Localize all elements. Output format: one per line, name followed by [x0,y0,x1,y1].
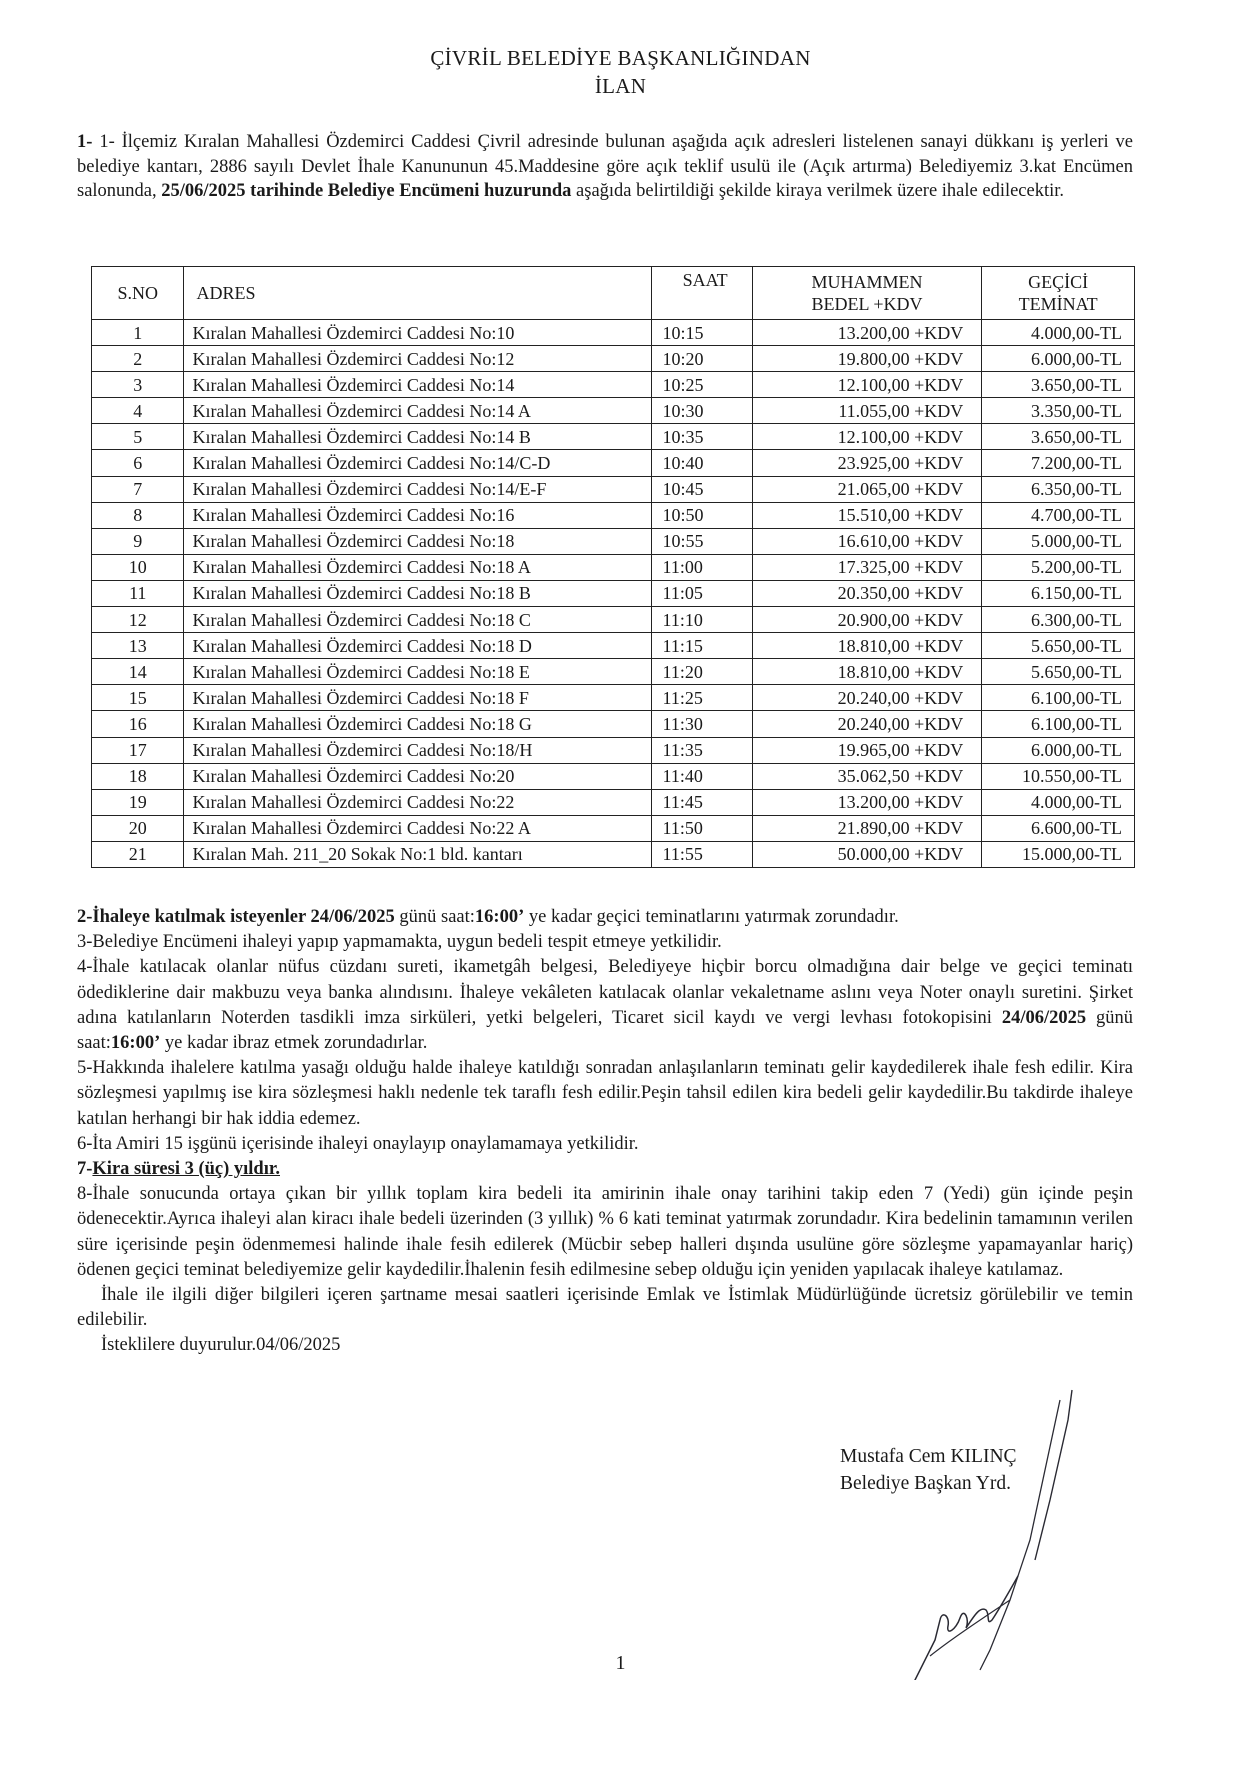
note-4-date: 24/06/2025 [1001,1007,1087,1028]
table-row [92,528,1135,554]
row-saat: 10:45 [652,476,752,502]
row-bedel: 12.100,00 +KDV [752,424,982,450]
row-bedel: 19.965,00 +KDV [752,737,982,763]
row-teminat: 15.000,00-TL [982,841,1135,867]
row-bedel: 35.062,50 +KDV [752,763,982,789]
table-row [92,398,1135,424]
note-2 [77,905,1133,930]
row-bedel: 23.925,00 +KDV [752,450,982,476]
note-4-time: 16:00’ [110,1033,161,1054]
note-7-label: 7- [77,1159,93,1180]
note-2-text: günü saat: [394,907,475,927]
row-teminat: 4.000,00-TL [982,789,1135,815]
table-row [92,841,1135,867]
row-sno: 8 [92,502,184,528]
row-adres: Kıralan Mahallesi Özdemirci Caddesi No:14/E-F [184,476,652,502]
row-sno: 21 [92,841,184,867]
header-bedel-line2: BEDEL +KDV [811,294,923,314]
row-bedel: 21.890,00 +KDV [752,815,982,841]
table-row [92,346,1135,372]
note-4 [77,955,1133,1056]
note-announcement-date: İsteklilere duyurulur.04/06/2025 [101,1335,341,1356]
row-sno: 15 [92,685,184,711]
row-saat: 11:15 [652,633,752,659]
row-teminat: 3.650,00-TL [982,424,1135,450]
row-adres: Kıralan Mahallesi Özdemirci Caddesi No:18 E [184,659,652,685]
row-bedel: 17.325,00 +KDV [752,554,982,580]
row-bedel: 20.350,00 +KDV [752,580,982,606]
row-adres: Kıralan Mahallesi Özdemirci Caddesi No:16 [184,502,652,528]
row-saat: 11:55 [652,841,752,867]
row-saat: 11:30 [652,711,752,737]
row-sno: 17 [92,737,184,763]
row-saat: 10:35 [652,424,752,450]
note-8: 8-İhale sonucunda ortaya çıkan bir yıllık toplam kira bedeli ita amirinin ihale onay tarihini takip eden 7 (Yedi) gün içinde peşin ödenecektir.Ayrıca ihaleyi alan kiracı ihale bedeli üzerinden (3 yıllık) % 6 kati teminat yatırmak zorundadır. Kira bedelinin tamamının verilen süre içerisinde peşin ödenmemesi halinde ihale fesih edilerek (Mücbir sebep halleri dışında usulüne göre sözleşme yapamayanlar hariç) ödenen geçici teminat belediyemize gelir kaydedilir.İhalenin fesih edilmesine sebep olduğu için yeniden yapılacak ihaleye katılamaz. [77,1184,1133,1280]
handwritten-signature [840,1380,1100,1680]
row-bedel: 15.510,00 +KDV [752,502,982,528]
intro-date-bold: 25/06/2025 tarihinde Belediye Encümeni huzurunda [161,181,572,202]
row-bedel: 11.055,00 +KDV [752,398,982,424]
row-sno: 6 [92,450,184,476]
intro-text-a: 1- İlçemiz Kıralan Mahallesi Özdemirci Caddesi Çivril adresinde bulunan aşağıda açık adresleri listelenen sanayi dükkanı iş yerleri ve belediye kantarı, 2886 sayılı Devlet İhale Kanununun 45.Maddesine göre açık teklif usulü ile (Açık artırma) Belediyemiz 3.kat Encümen salonunda, [77,132,1133,202]
table-row [92,554,1135,580]
row-adres: Kıralan Mahallesi Özdemirci Caddesi No:20 [184,763,652,789]
note-2-time: 16:00’ [474,907,525,927]
row-sno: 14 [92,659,184,685]
note-7 [77,1157,1133,1182]
row-saat: 11:00 [652,554,752,580]
row-saat: 10:20 [652,346,752,372]
row-saat: 11:10 [652,607,752,633]
row-bedel: 18.810,00 +KDV [752,659,982,685]
row-adres: Kıralan Mahallesi Özdemirci Caddesi No:12 [184,346,652,372]
row-adres: Kıralan Mahallesi Özdemirci Caddesi No:14/C-D [184,450,652,476]
notes-section [77,905,1133,1359]
row-saat: 11:35 [652,737,752,763]
row-teminat: 5.650,00-TL [982,659,1135,685]
row-saat: 10:55 [652,528,752,554]
row-bedel: 20.900,00 +KDV [752,607,982,633]
header-teminat-line1: GEÇİCİ [1028,272,1089,292]
row-teminat: 6.000,00-TL [982,737,1135,763]
signer-name: Mustafa Cem KILINÇ [840,1446,1017,1467]
row-bedel: 50.000,00 +KDV [752,841,982,867]
row-teminat: 4.000,00-TL [982,320,1135,346]
row-teminat: 6.150,00-TL [982,580,1135,606]
row-bedel: 21.065,00 +KDV [752,476,982,502]
table-header-row [92,267,1135,320]
row-teminat: 5.200,00-TL [982,554,1135,580]
row-adres: Kıralan Mahallesi Özdemirci Caddesi No:18 D [184,633,652,659]
row-teminat: 6.000,00-TL [982,346,1135,372]
header-teminat [982,267,1135,320]
row-bedel: 16.610,00 +KDV [752,528,982,554]
row-saat: 11:40 [652,763,752,789]
row-adres: Kıralan Mahallesi Özdemirci Caddesi No:14 A [184,398,652,424]
row-teminat: 3.650,00-TL [982,372,1135,398]
row-adres: Kıralan Mahallesi Özdemirci Caddesi No:22 [184,789,652,815]
row-saat: 10:15 [652,320,752,346]
table-row [92,711,1135,737]
issuer-heading: ÇİVRİL BELEDİYE BAŞKANLIĞINDAN [430,46,811,70]
row-adres: Kıralan Mahallesi Özdemirci Caddesi No:18 C [184,607,652,633]
row-saat: 11:25 [652,685,752,711]
row-sno: 2 [92,346,184,372]
row-sno: 3 [92,372,184,398]
note-7-text: Kira süresi 3 (üç) yıldır. [92,1159,280,1180]
row-adres: Kıralan Mahallesi Özdemirci Caddesi No:14 B [184,424,652,450]
row-teminat: 6.300,00-TL [982,607,1135,633]
row-saat: 10:30 [652,398,752,424]
row-saat: 10:25 [652,372,752,398]
table-row [92,737,1135,763]
note-4-tail: ye kadar ibraz etmek zorundadırlar. [160,1033,428,1054]
row-adres: Kıralan Mahallesi Özdemirci Caddesi No:18 A [184,554,652,580]
row-teminat: 7.200,00-TL [982,450,1135,476]
row-sno: 16 [92,711,184,737]
row-teminat: 3.350,00-TL [982,398,1135,424]
note-2-tail: ye kadar geçici teminatlarını yatırmak zorundadır. [524,907,899,927]
row-sno: 18 [92,763,184,789]
row-saat: 11:50 [652,815,752,841]
table-row [92,580,1135,606]
row-bedel: 13.200,00 +KDV [752,320,982,346]
note-4-mid: günü saat: [77,1007,1134,1054]
note-6: 6-İta Amiri 15 işgünü içerisinde ihaleyi onaylayıp onaylamamaya yetkilidir. [77,1133,639,1154]
table-row [92,607,1135,633]
page-number: 1 [615,1652,626,1674]
row-teminat: 6.600,00-TL [982,815,1135,841]
row-adres: Kıralan Mahallesi Özdemirci Caddesi No:18 G [184,711,652,737]
row-sno: 5 [92,424,184,450]
row-adres: Kıralan Mahallesi Özdemirci Caddesi No:18 [184,528,652,554]
note-5: 5-Hakkında ihalelere katılma yasağı olduğu halde ihaleye katıldığı sonradan anlaşılanların teminatı gelir kaydedilerek ihale fesh edilir. Kira sözleşmesi yapılmış ise kira sözleşmesi haklı nedenle tek taraflı fesh edilir.Peşin tahsil edilen kira bedeli gelir kaydedilir.Bu takdirde ihaleye katılan herhangi bir hak iddia edemez. [77,1058,1133,1129]
row-sno: 19 [92,789,184,815]
note-4-text: 4-İhale katılacak olanlar nüfus cüzdanı sureti, ikametgâh belgesi, Belediyeye hiçbir borcu olmadığına dair belge ve geçici teminatı ödediklerine dair makbuzu veya banka alındısını. İhaleye vekâleten katılacak olanlar vekaletname aslını veya Noter onaylı suretini. Şirket adına katılanların Noterden tasdikli imza sirküleri, yetki belgeleri, Ticaret sicil kaydı ve vergi levhası fotokopisini [77,957,1133,1028]
row-saat: 11:20 [652,659,752,685]
header-adres: ADRES [184,267,652,320]
row-bedel: 12.100,00 +KDV [752,372,982,398]
row-bedel: 20.240,00 +KDV [752,685,982,711]
table-row [92,372,1135,398]
announcement-heading: İLAN [594,74,647,98]
row-sno: 4 [92,398,184,424]
row-adres: Kıralan Mahallesi Özdemirci Caddesi No:22 A [184,815,652,841]
note-2-date: 24/06/2025 [310,907,395,927]
table-row [92,502,1135,528]
row-teminat: 5.650,00-TL [982,633,1135,659]
row-adres: Kıralan Mah. 211_20 Sokak No:1 bld. kantarı [184,841,652,867]
row-adres: Kıralan Mahallesi Özdemirci Caddesi No:10 [184,320,652,346]
row-teminat: 6.100,00-TL [982,711,1135,737]
intro-number: 1- [77,132,100,152]
row-teminat: 10.550,00-TL [982,763,1135,789]
table-row [92,320,1135,346]
header-bedel [752,267,982,320]
row-teminat: 5.000,00-TL [982,528,1135,554]
table-row [92,476,1135,502]
row-adres: Kıralan Mahallesi Özdemirci Caddesi No:18 F [184,685,652,711]
row-sno: 11 [92,580,184,606]
auction-table [91,266,1135,868]
table-row [92,789,1135,815]
intro-paragraph [77,130,1133,204]
row-saat: 11:45 [652,789,752,815]
row-bedel: 13.200,00 +KDV [752,789,982,815]
table-body [92,320,1135,868]
row-bedel: 19.800,00 +KDV [752,346,982,372]
table-row [92,815,1135,841]
row-sno: 10 [92,554,184,580]
header-sno: S.NO [92,267,184,320]
row-teminat: 4.700,00-TL [982,502,1135,528]
row-saat: 11:05 [652,580,752,606]
header-saat: SAAT [652,267,752,320]
table-row [92,633,1135,659]
row-bedel: 18.810,00 +KDV [752,633,982,659]
note-3: 3-Belediye Encümeni ihaleyi yapıp yapmamakta, uygun bedeli tespit etmeye yetkilidir. [77,932,722,953]
intro-text-c: aşağıda belirtildiği şekilde kiraya verilmek üzere ihale edilecektir. [571,181,1065,202]
signer-title: Belediye Başkan Yrd. [840,1473,1011,1494]
row-sno: 12 [92,607,184,633]
row-adres: Kıralan Mahallesi Özdemirci Caddesi No:14 [184,372,652,398]
row-teminat: 6.100,00-TL [982,685,1135,711]
header-teminat-line2: TEMİNAT [1018,294,1098,314]
row-teminat: 6.350,00-TL [982,476,1135,502]
row-saat: 10:50 [652,502,752,528]
table-row [92,763,1135,789]
note-2-label: 2-İhaleye katılmak isteyenler [77,907,311,927]
table-row [92,424,1135,450]
row-sno: 1 [92,320,184,346]
row-sno: 9 [92,528,184,554]
row-sno: 20 [92,815,184,841]
row-sno: 7 [92,476,184,502]
row-adres: Kıralan Mahallesi Özdemirci Caddesi No:18/H [184,737,652,763]
row-sno: 13 [92,633,184,659]
row-adres: Kıralan Mahallesi Özdemirci Caddesi No:18 B [184,580,652,606]
header-bedel-line1: MUHAMMEN [811,272,923,292]
row-saat: 10:40 [652,450,752,476]
row-bedel: 20.240,00 +KDV [752,711,982,737]
table-row [92,685,1135,711]
table-row [92,450,1135,476]
note-specification: İhale ile ilgili diğer bilgileri içeren şartname mesai saatleri içerisinde Emlak ve İstimlak Müdürlüğünde ücretsiz görülebilir ve temin edilebilir. [77,1285,1133,1331]
table-row [92,659,1135,685]
